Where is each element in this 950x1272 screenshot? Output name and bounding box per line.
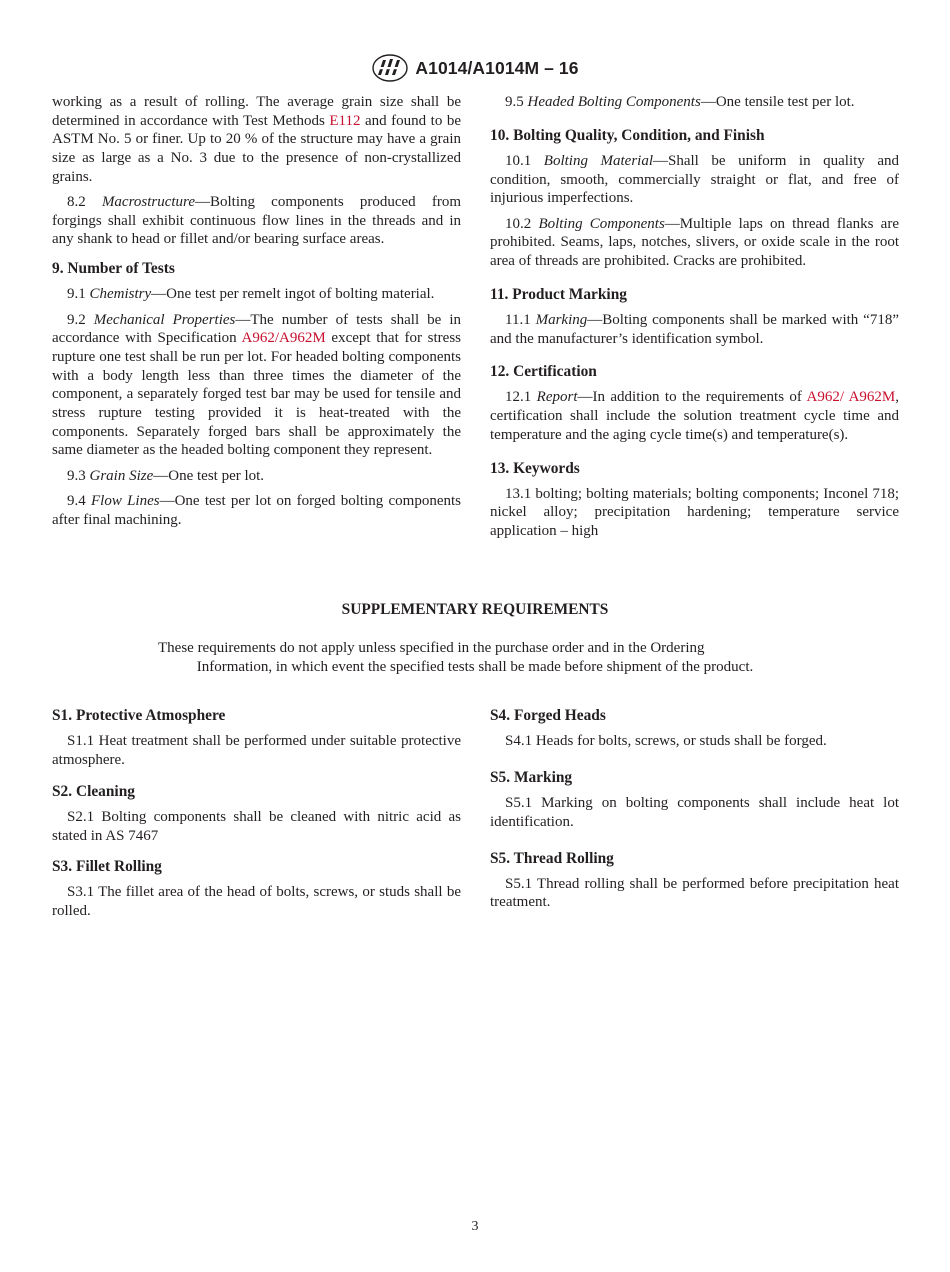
supplementary-title: SUPPLEMENTARY REQUIREMENTS bbox=[341, 601, 609, 618]
supplementary-left-column bbox=[52, 707, 461, 921]
heading-s3: S3. Fillet Rolling bbox=[52, 858, 162, 876]
supplementary-right-column bbox=[490, 707, 899, 912]
paragraph-9-3: 9.3 Grain Size—One test per lot. bbox=[67, 467, 265, 484]
right-column bbox=[490, 93, 899, 541]
paragraph-s3-1: S3.1 The fillet area of the head of bolts, screws, or studs shall be rolled. bbox=[52, 884, 461, 920]
section-heading-10: 10. Bolting Quality, Condition, and Finish bbox=[490, 126, 765, 144]
left-column bbox=[52, 93, 461, 529]
supplementary-note-line-1: These requirements do not apply unless specified in the purchase order and in the Ordering bbox=[158, 640, 705, 656]
supplementary-note-line-2: Information, in which event the specified tests shall be made before shipment of the product. bbox=[196, 658, 754, 675]
paragraph-9-2: 9.2 Mechanical Properties—The number of tests shall be in accordance with Specification A962/A962M except that for stress rupture one test shall be run per lot. For headed bolting components with a body length less than three times the diameter of the component, a separately forged test bar may be used for tensile and stress rupture testing provided it is heat-treated with the components. Separately forged bars shall be approximately the same diameter as the headed bolting component they represent. bbox=[52, 311, 462, 459]
paragraph-s2-1: S2.1 Bolting components shall be cleaned with nitric acid as stated in AS 7467 bbox=[52, 808, 461, 844]
link-a962[interactable]: A962/A962M bbox=[241, 330, 326, 347]
heading-s4: S4. Forged Heads bbox=[490, 707, 606, 724]
section-heading-9: 9. Number of Tests bbox=[52, 260, 175, 278]
heading-s2: S2. Cleaning bbox=[52, 782, 135, 800]
document-id: A1014/A1014M – 16 bbox=[415, 57, 579, 78]
paragraph-s5-1-thread-rolling: S5.1 Thread rolling shall be performed before precipitation heat treatment. bbox=[490, 875, 899, 911]
section-heading-11: 11. Product Marking bbox=[490, 285, 627, 303]
paragraph-grain-size-continued: working as a result of rolling. The average grain size shall be determined in accordance with Test Methods E112 and found to be ASTM No. 5 or finer. Up to 20 % of the structure may have a grain size as large as a No. 3 due to the presence of non-crystallized grains. bbox=[52, 94, 461, 185]
paragraph-s5-1-marking: S5.1 Marking on bolting components shall include heat lot identification. bbox=[490, 795, 899, 830]
paragraph-10-1: 10.1 Bolting Material—Shall be uniform in quality and condition, smooth, commercially straight or flat, and free of injurious imperfections. bbox=[490, 152, 899, 207]
paragraph-12-1: 12.1 Report—In addition to the requirements of A962/ A962M, certification shall include the solution treatment cycle time and temperature and the aging cycle time(s) and temperature(s). bbox=[490, 389, 900, 443]
link-a962-report[interactable]: A962/ A962M bbox=[806, 389, 896, 406]
paragraph-10-2: 10.2 Bolting Components—Multiple laps on thread flanks are prohibited. Seams, laps, notches, slivers, or oxide scale in the root area of threads are prohibited. Cracks are prohibited. bbox=[490, 215, 899, 269]
supplementary-note bbox=[143, 639, 807, 676]
section-heading-13: 13. Keywords bbox=[490, 459, 580, 477]
paragraph-s4-1: S4.1 Heads for bolts, screws, or studs shall be forged. bbox=[505, 733, 827, 750]
paragraph-11-1: 11.1 Marking—Bolting components shall be marked with “718” and the manufacturer’s identification symbol. bbox=[490, 311, 899, 347]
paragraph-s1-1: S1.1 Heat treatment shall be performed under suitable protective atmosphere. bbox=[52, 733, 461, 768]
paragraph-9-1: 9.1 Chemistry—One test per remelt ingot of bolting material. bbox=[67, 286, 435, 303]
astm-logo-icon bbox=[371, 53, 409, 83]
paragraph-8-2: 8.2 Macrostructure—Bolting components produced from forgings shall exhibit continuous flow lines in the threads and in any shank to head or fillet and/or bearing surface areas. bbox=[52, 194, 461, 248]
paragraph-9-4: 9.4 Flow Lines—One test per lot on forged bolting components after final machining. bbox=[52, 492, 461, 528]
section-heading-12: 12. Certification bbox=[490, 363, 597, 381]
heading-s1: S1. Protective Atmosphere bbox=[52, 707, 226, 724]
link-e112[interactable]: E112 bbox=[329, 112, 361, 129]
paragraph-13-1: 13.1 bolting; bolting materials; bolting components; Inconel 718; nickel alloy; precipitation hardening; temperature service application – high bbox=[490, 485, 899, 540]
paragraph-9-5: 9.5 Headed Bolting Components—One tensile test per lot. bbox=[505, 94, 855, 110]
page-number: 3 bbox=[471, 1219, 479, 1234]
heading-s5-marking: S5. Marking bbox=[490, 768, 573, 786]
page-header bbox=[0, 52, 950, 84]
heading-s5-thread-rolling: S5. Thread Rolling bbox=[490, 849, 614, 867]
